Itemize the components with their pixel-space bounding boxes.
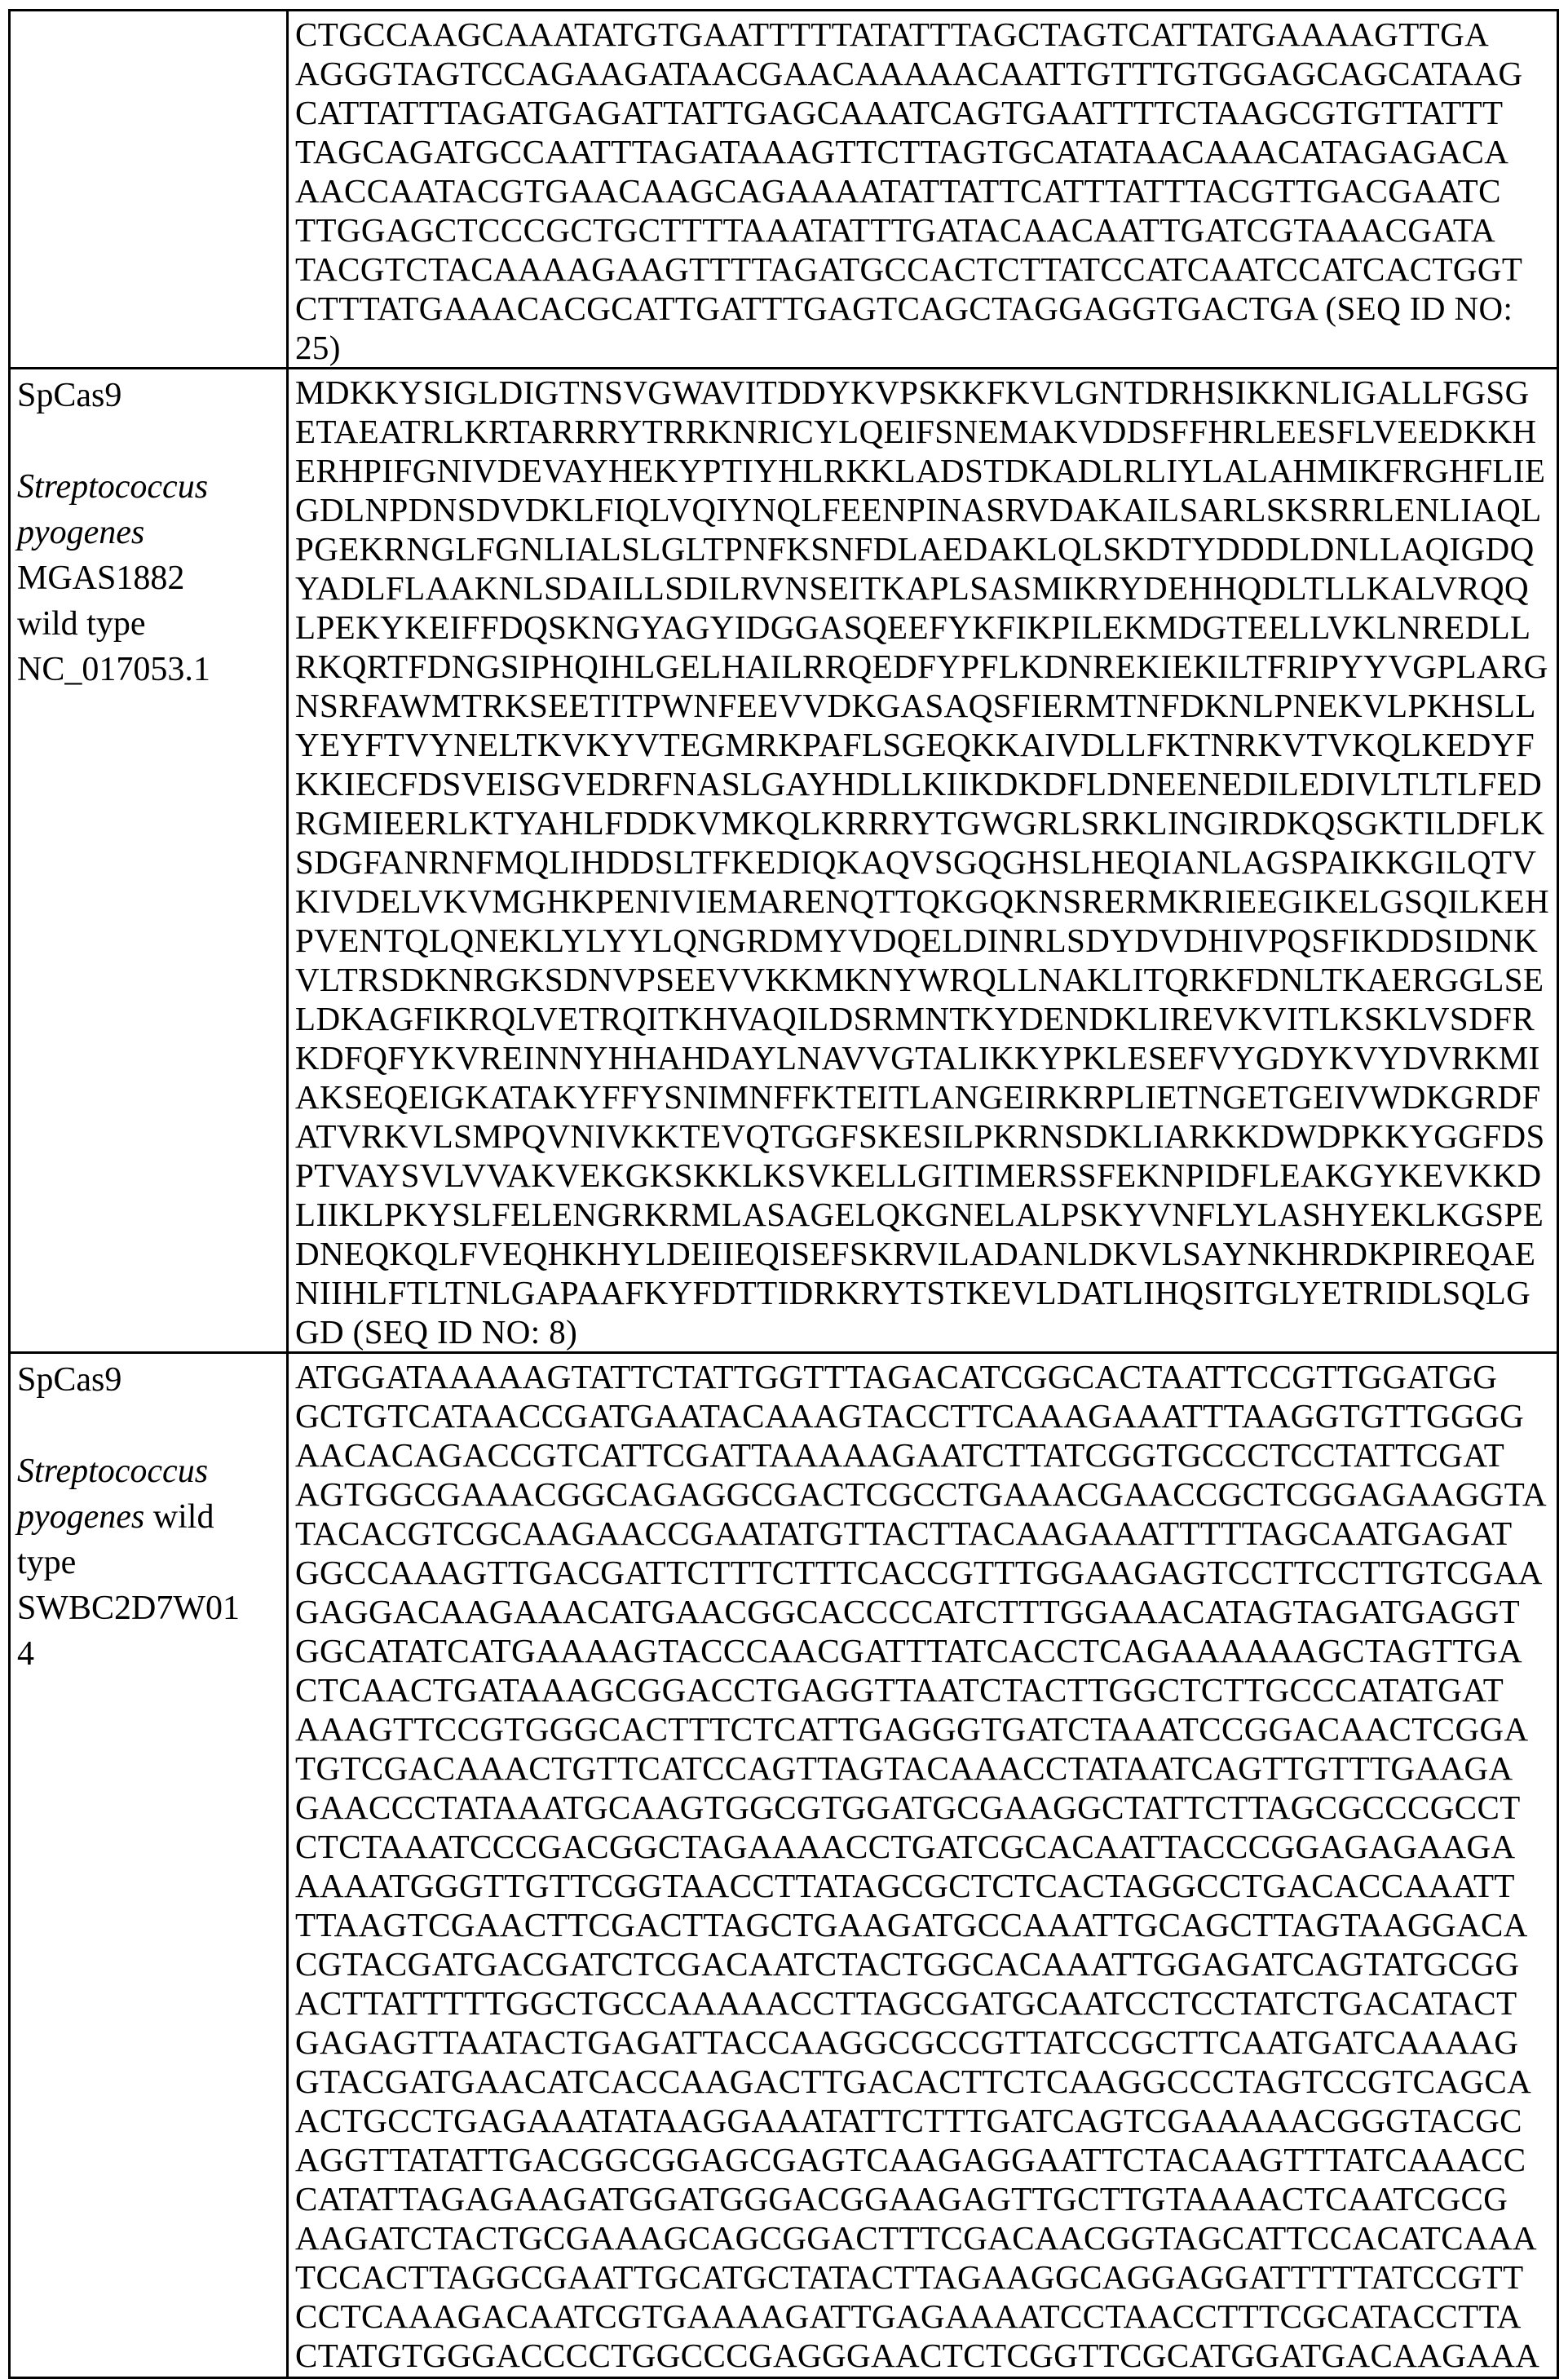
sequence-line: PTVAYSVLVVAKVEKGKSKKLKSVKELLGITIMERSSFEKNPIDFLEAKGYKEVKKD [295,1156,1552,1195]
table-row [10,369,1558,1353]
organism-line [17,1448,281,1494]
organism-name: Streptococcus [17,468,208,506]
sequence-line: CTATGTGGGACCCCTGGCCCGAGGGAACTCTCGGTTCGCATGGATGACAAGAAA [295,2336,1552,2375]
sequence-line: AAGATCTACTGCGAAAGCAGCGGACTTTCGACAACGGTAGCATTCCACATCAAA [295,2218,1552,2257]
sequence-line: TAGCAGATGCCAATTTAGATAAAGTTCTTAGTGCATATAACAAACATAGAGACA [295,132,1552,171]
enzyme-description-cell [10,369,288,1353]
sequence-line: RGMIEERLKTYAHLFDDKVMKQLKRRRYTGWGRLSRKLINGIRDKQSGKTILDFLK [295,803,1552,842]
sequence-line: GAGGACAAGAAACATGAACGGCACCCCATCTTTGGAAACATAGTAGATGAGGT [295,1592,1552,1631]
sequence-line: CATTATTTAGATGAGATTATTGAGCAAATCAGTGAATTTTCTAAGCGTGTTATTT [295,93,1552,132]
organism-line [17,464,281,510]
sequence-line: AKSEQEIGKATAKYFFYSNIMNFFKTEITLANGEIRKRPLIETNGETGEIVWDKGRDF [295,1077,1552,1117]
sequence-line: CTGCCAAGCAAATATGTGAATTTTTATATTTAGCTAGTCATTATGAAAAGTTGA [295,15,1552,54]
sequence-line: KIVDELVKVMGHKPENIVIEMARENQTTQKGQKNSRERMKRIEEGIKELGSQILKEH [295,882,1552,921]
sequence-line: CTCAACTGATAAAGCGGACCTGAGGTTAATCTACTTGGCTCTTGCCCATATGAT [295,1670,1552,1709]
sequence-line: GTACGATGAACATCACCAAGACTTGACACTTCTCAAGGCCCTAGTCCGTCAGCA [295,2062,1552,2101]
organism-name: pyogenes [17,1498,144,1536]
sequence-line: TTAAGTCGAACTTCGACTTAGCTGAAGATGCCAAATTGCAGCTTAGTAAGGACA [295,1905,1552,1944]
sequence-line: SDGFANRNFMQLIHDDSLTFKEDIQKAQVSGQGHSLHEQIANLAGSPAIKKGILQTV [295,842,1552,882]
sequence-line: AACCAATACGTGAACAAGCAGAAAATATTATTCATTTATTTACGTTGACGAATC [295,171,1552,210]
sequence-line: TACGTCTACAAAAGAAGTTTTAGATGCCACTCTTATCCATCAATCCATCACTGGT [295,250,1552,289]
organism-line [17,1494,281,1540]
sequence-table [8,9,1559,2379]
detail-line: 4 [17,1631,281,1677]
table-row [10,1353,1558,2378]
spacer [17,1403,281,1448]
sequence-line: DNEQKQLFVEQHKHYLDEIIEQISEFSKRVILADANLDKVLSAYNKHRDKPIREQAE [295,1234,1552,1273]
sequence-line: AACACAGACCGTCATTCGATTAAAAAGAATCTTATCGGTGCCCTCCTATTCGAT [295,1435,1552,1475]
sequence-cell [288,369,1558,1353]
sequence-line: PGEKRNGLFGNLIALSLGLTPNFKSNFDLAEDAKLQLSKDTYDDDLDNLLAQIGDQ [295,529,1552,568]
sequence-line: AGGGTAGTCCAGAAGATAACGAACAAAAACAATTGTTTGTGGAGCAGCATAAG [295,54,1552,93]
sequence-line: GDLNPDNSDVDKLFIQLVQIYNQLFEENPINASRVDAKAILSARLSKSRRLENLIAQL [295,490,1552,529]
organism-name: pyogenes [17,514,144,551]
sequence-line: GGCATATCATGAAAAGTACCCAACGATTTATCACCTCAGAAAAAAGCTAGTTGA [295,1631,1552,1670]
sequence-line: LDKAGFIKRQLVETRQITKHVAQILDSRMNTKYDENDKLIREVKVITLKSKLVSDFR [295,999,1552,1038]
sequence-line: CGTACGATGACGATCTCGACAATCTACTGGCACAAATTGGAGATCAGTATGCGG [295,1944,1552,1983]
sequence-line: LIIKLPKYSLFELENGRKRMLASAGELQKGNELALPSKYVNFLYLASHYEKLKGSPE [295,1195,1552,1234]
sequence-line: PVENTQLQNEKLYLYYLQNGRDMYVDQELDINRLSDYDVDHIVPQSFIKDDSIDNK [295,921,1552,960]
detail-line: NC_017053.1 [17,647,281,692]
sequence-line: CCTCAAAGACAATCGTGAAAAGATTGAGAAAATCCTAACCTTTCGCATACCTTA [295,2297,1552,2336]
sequence-line: ETAEATRLKRTARRRYTRRKNRICYLQEIFSNEMAKVDDSFFHRLEESFLVEEDKKH [295,412,1552,451]
sequence-line: AGTGGCGAAACGGCAGAGGCGACTCGCCTGAAACGAACCGCTCGGAGAAGGTA [295,1475,1552,1514]
sequence-line: GAACCCTATAAATGCAAGTGGCGTGGATGCGAAGGCTATTCTTAGCGCCCGCCT [295,1788,1552,1827]
sequence-line: TGTCGACAAACTGTTCATCCAGTTAGTACAAACCTATAATCAGTTGTTTGAAGA [295,1749,1552,1788]
detail-line: SWBC2D7W01 [17,1585,281,1631]
sequence-line: TCCACTTAGGCGAATTGCATGCTATACTTAGAAGGCAGGAGGATTTTTATCCGTT [295,2257,1552,2297]
sequence-line: ATVRKVLSMPQVNIVKKTEVQTGGFSKESILPKRNSDKLIARKKDWDPKKYGGFDS [295,1117,1552,1156]
sequence-line: YADLFLAAKNLSDAILLSDILRVNSEITKAPLSASMIKRYDEHHQDLTLLKALVRQQ [295,568,1552,608]
sequence-line: AGGTTATATTGACGGCGGAGCGAGTCAAGAGGAATTCTACAAGTTTATCAAACC [295,2140,1552,2179]
enzyme-name: SpCas9 [17,373,281,418]
organism-name: Streptococcus [17,1453,208,1490]
detail-line: wild type [17,601,281,647]
sequence-line: ERHPIFGNIVDEVAYHEKYPTIYHLRKKLADSTDKADLRLIYLALAHMIKFRGHFLIE [295,451,1552,490]
sequence-line: GGCCAAAGTTGACGATTCTTTCTTTCACCGTTTGGAAGAGTCCTTCCTTGTCGAA [295,1553,1552,1592]
sequence-line: GD (SEQ ID NO: 8) [295,1312,1552,1351]
sequence-line: CTTTATGAAACACGCATTGATTTGAGTCAGCTAGGAGGTGACTGA (SEQ ID NO: [295,289,1552,328]
sequence-line: TACACGTCGCAAGAACCGAATATGTTACTTACAAGAAATTTTTAGCAATGAGAT [295,1514,1552,1553]
sequence-line: NIIHLFTLTNLGAPAAFKYFDTTIDRKRYTSTKEVLDATLIHQSITGLYETRIDLSQLG [295,1273,1552,1312]
organism-suffix: wild [144,1498,214,1536]
sequence-cell [288,1353,1558,2378]
enzyme-description-cell [10,1353,288,2378]
sequence-line: MDKKYSIGLDIGTNSVGWAVITDDYKVPSKKFKVLGNTDRHSIKKNLIGALLFGSG [295,373,1552,412]
sequence-line: GAGAGTTAATACTGAGATTACCAAGGCGCCGTTATCCGCTTCAATGATCAAAAG [295,2023,1552,2062]
sequence-line: GCTGTCATAACCGATGAATACAAAGTACCTTCAAAGAAATTTAAGGTGTTGGGG [295,1396,1552,1435]
sequence-line: CATATTAGAGAAGATGGATGGGACGGAAGAGTTGCTTGTAAAACTCAATCGCG [295,2179,1552,2218]
enzyme-description-cell [10,11,288,369]
detail-line: type [17,1540,281,1585]
sequence-line: CTCTAAATCCCGACGGCTAGAAAACCTGATCGCACAATTACCCGGAGAGAAGA [295,1827,1552,1866]
sequence-line: 25) [295,328,1552,367]
sequence-cell [288,11,1558,369]
sequence-line: RKQRTFDNGSIPHQIHLGELHAILRRQEDFYPFLKDNREKIEKILTFRIPYYVGPLARG [295,647,1552,686]
spacer [17,418,281,464]
sequence-line: VLTRSDKNRGKSDNVPSEEVVKKMKNYWRQLLNAKLITQRKFDNLTKAERGGLSE [295,960,1552,999]
sequence-line: TTGGAGCTCCCGCTGCTTTTAAATATTTGATACAACAATTGATCGTAAACGATA [295,210,1552,250]
sequence-line: AAAGTTCCGTGGGCACTTTCTCATTGAGGGTGATCTAAATCCGGACAACTCGGA [295,1709,1552,1749]
enzyme-name: SpCas9 [17,1357,281,1403]
sequence-line: AAAATGGGTTGTTCGGTAACCTTATAGCGCTCTCACTAGGCCTGACACCAAATT [295,1866,1552,1905]
sequence-line: ACTTATTTTTGGCTGCCAAAAACCTTAGCGATGCAATCCTCCTATCTGACATACT [295,1983,1552,2023]
sequence-line: KDFQFYKVREINNYHHAHDAYLNAVVGTALIKKYPKLESEFVYGDYKVYDVRKMI [295,1038,1552,1077]
detail-line: MGAS1882 [17,555,281,601]
table-row [10,11,1558,369]
organism-line [17,510,281,555]
sequence-line: ACTGCCTGAGAAATATAAGGAAATATTCTTTGATCAGTCGAAAAACGGGTACGC [295,2101,1552,2140]
sequence-line: KKIECFDSVEISGVEDRFNASLGAYHDLLKIIKDKDFLDNEENEDILEDIVLTLTLFED [295,764,1552,803]
sequence-line: ATGGATAAAAAGTATTCTATTGGTTTAGACATCGGCACTAATTCCGTTGGATGG [295,1357,1552,1396]
sequence-line: YEYFTVYNELTKVKYVTEGMRKPAFLSGEQKKAIVDLLFKTNRKVTVKQLKEDYF [295,725,1552,764]
sequence-line: LPEKYKEIFFDQSKNGYAGYIDGGASQEEFYKFIKPILEKMDGTEELLVKLNREDLL [295,608,1552,647]
sequence-line: NSRFAWMTRKSEETITPWNFEEVVDKGASAQSFIERMTNFDKNLPNEKVLPKHSLL [295,686,1552,725]
